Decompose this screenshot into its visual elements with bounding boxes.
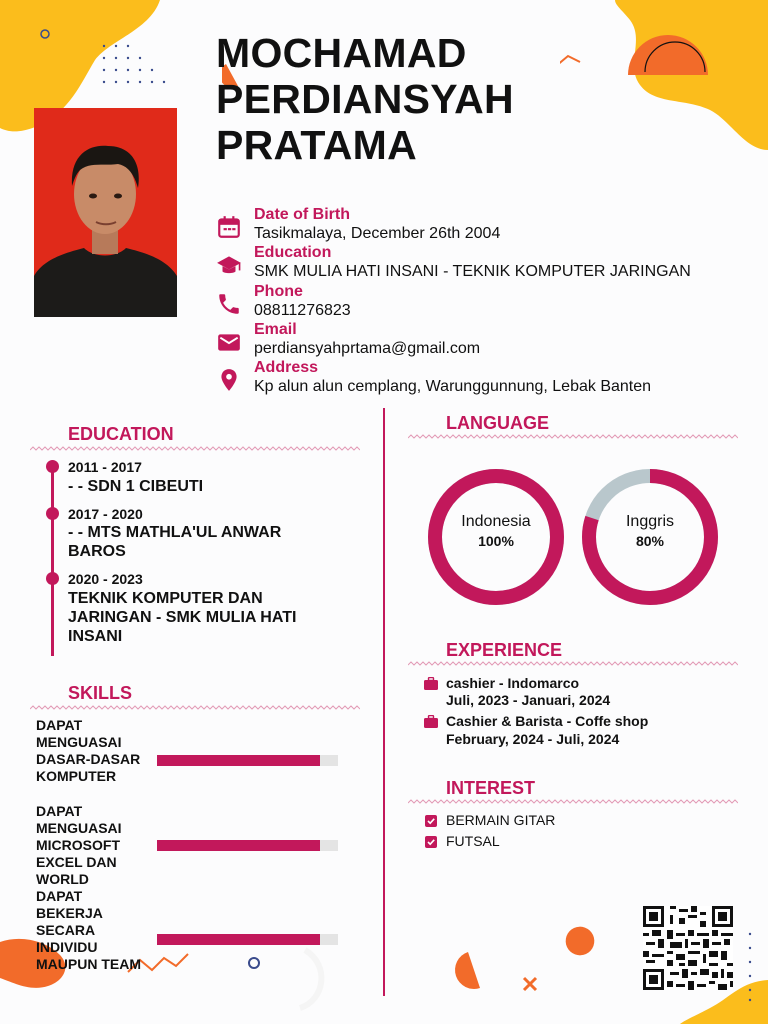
skill-bar	[157, 934, 338, 945]
education-school: TEKNIK KOMPUTER DAN JARINGAN - SMK MULIA HATI INSANI	[68, 590, 297, 645]
graduation-cap-icon	[216, 252, 242, 278]
skill-bar-fill	[157, 934, 320, 945]
skill-text: DAPAT MENGUASAI MICROSOFT EXCEL DAN WORLD	[36, 803, 122, 887]
education-section-title: EDUCATION	[68, 424, 174, 444]
name-line-2: PERDIANSYAH	[216, 76, 514, 122]
language-percent: 80%	[635, 533, 665, 549]
experience-zigzag-divider	[408, 661, 738, 669]
person-silhouette-icon	[34, 108, 177, 317]
email-value: perdiansyahprtama@gmail.com	[254, 340, 481, 357]
timeline-dot	[46, 460, 59, 473]
experience-role: cashier - Indomarco	[446, 675, 580, 691]
skill-text: DAPAT BEKERJA SECARA INDIVIDU MAUPUN TEAM	[36, 888, 141, 972]
address-label: Address	[254, 359, 319, 376]
education-label: Education	[254, 244, 332, 261]
language-section-title: LANGUAGE	[446, 413, 549, 433]
dob-value: Tasikmalaya, December 26th 2004	[254, 225, 501, 242]
language-donut	[426, 467, 566, 607]
address-value: Kp alun alun cemplang, Warunggunnung, Lebak Banten	[254, 378, 652, 395]
phone-icon	[216, 291, 242, 317]
dob-label: Date of Birth	[254, 206, 350, 223]
email-label: Email	[254, 321, 297, 338]
education-value: SMK MULIA HATI INSANI - TEKNIK KOMPUTER JARINGAN	[254, 263, 691, 280]
interest-item: BERMAIN GITAR	[446, 812, 556, 828]
interest-item: FUTSAL	[446, 833, 500, 849]
education-years: 2020 - 2023	[68, 571, 143, 587]
interest-section-title: INTEREST	[446, 778, 536, 798]
education-school: - - MTS MATHLA'UL ANWAR BAROS	[68, 524, 282, 560]
language-percent: 100%	[478, 533, 514, 549]
interest-zigzag-divider	[408, 799, 738, 807]
experience-dates: Juli, 2023 - Januari, 2024	[446, 692, 611, 708]
education-timeline-line	[51, 464, 54, 656]
checkbox-checked-icon	[425, 815, 437, 827]
skill-bar	[157, 755, 338, 766]
phone-label: Phone	[254, 283, 303, 300]
skill-bar-fill	[157, 840, 320, 851]
timeline-dot	[46, 507, 59, 520]
skill-bar	[157, 840, 338, 851]
briefcase-icon	[424, 715, 438, 728]
phone-value: 08811276823	[254, 302, 351, 319]
skill-bar-fill	[157, 755, 320, 766]
experience-dates: February, 2024 - Juli, 2024	[446, 731, 620, 747]
email-icon	[216, 329, 242, 355]
skills-zigzag-divider	[30, 705, 360, 713]
skills-section-title: SKILLS	[68, 683, 133, 703]
calendar-icon	[216, 214, 242, 240]
skill-text: DAPAT MENGUASAI DASAR-DASAR KOMPUTER	[36, 717, 141, 784]
full-name	[216, 30, 636, 168]
experience-role: Cashier & Barista - Coffe shop	[446, 713, 649, 729]
experience-section-title: EXPERIENCE	[446, 640, 563, 660]
name-line-3: PRATAMA	[216, 122, 417, 168]
education-years: 2017 - 2020	[68, 506, 143, 522]
column-divider	[383, 408, 385, 996]
language-zigzag-divider	[408, 434, 738, 442]
education-school: - - SDN 1 CIBEUTI	[68, 478, 204, 495]
education-years: 2011 - 2017	[68, 459, 142, 475]
location-pin-icon	[216, 367, 242, 393]
checkbox-checked-icon	[425, 836, 437, 848]
timeline-dot	[46, 572, 59, 585]
education-zigzag-divider	[30, 446, 360, 454]
briefcase-icon	[424, 677, 438, 690]
qr-code-icon	[643, 906, 733, 990]
language-name: Indonesia	[461, 513, 531, 530]
profile-photo	[34, 108, 177, 317]
name-line-1: MOCHAMAD	[216, 30, 467, 76]
language-name: Inggris	[625, 513, 675, 530]
language-donut	[580, 467, 720, 607]
